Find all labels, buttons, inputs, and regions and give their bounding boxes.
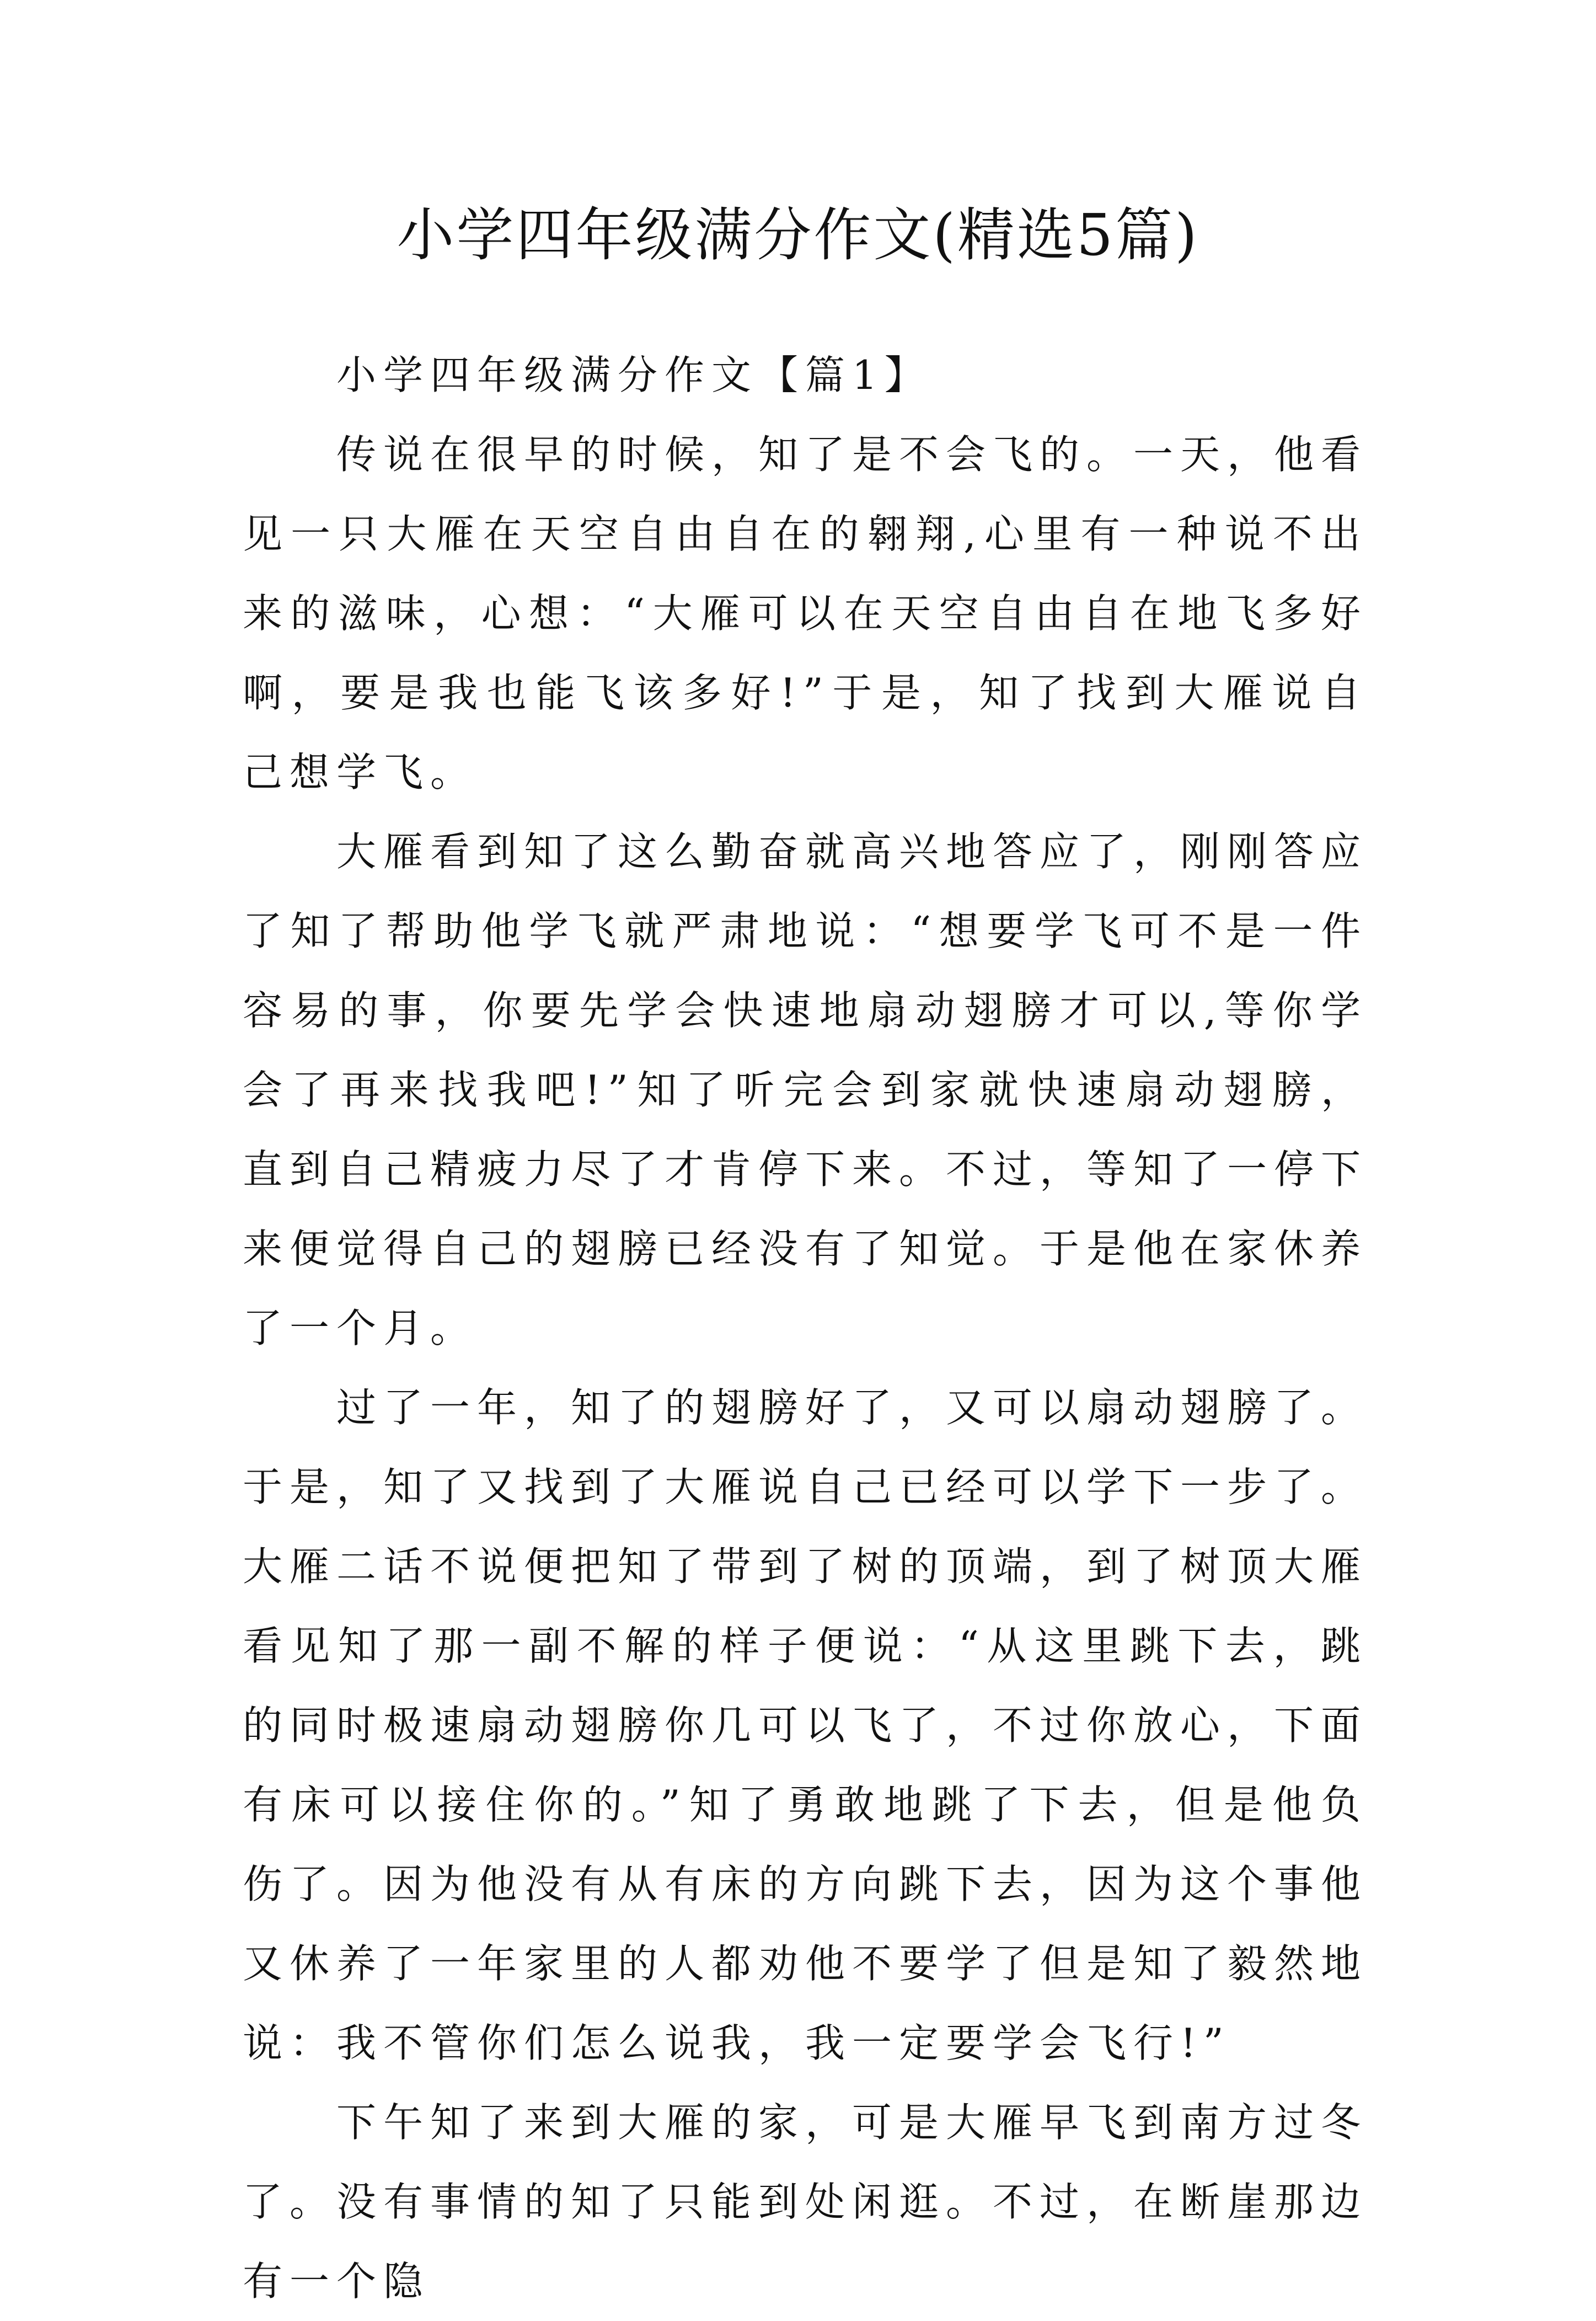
document-body [243,335,1368,2321]
paragraph-3: 过了一年，知了的翅膀好了，又可以扇动翅膀了。于是，知了又找到了大雁说自己已经可以学下一步了。大雁二话不说便把知了带到了树的顶端，到了树顶大雁看见知了那一副不解的样子便说：“从这里跳下去，跳的同时极速扇动翅膀你几可以飞了，不过你放心，下面有床可以接住你的。”知了勇敢地跳了下去，但是他负伤了。因为他没有从有床的方向跳下去，因为这个事他又休养了一年家里的人都劝他不要学了但是知了毅然地说：我不管你们怎么说我，我一定要学会飞行!” [243,1384,1368,2066]
paragraph-4: 下午知了来到大雁的家，可是大雁早飞到南方过冬了。没有事情的知了只能到处闲逛。不过，在断崖那边有一个隐 [243,2099,1368,2304]
document-title: 小学四年级满分作文(精选5篇) [397,201,1199,269]
section-heading: 小学四年级满分作文【篇1】 [336,352,931,398]
paragraph-2: 大雁看到知了这么勤奋就高兴地答应了，刚刚答应了知了帮助他学飞就严肃地说：“想要学飞可不是一件容易的事，你要先学会快速地扇动翅膀才可以,等你学会了再来找我吧!”知了听完会到家就快速扇动翅膀，直到自己精疲力尽了才肯停下来。不过，等知了一停下来便觉得自己的翅膀已经没有了知觉。于是他在家休养了一个月。 [243,828,1368,1351]
paragraph-1: 传说在很早的时候，知了是不会飞的。一天，他看见一只大雁在天空自由自在的翱翔,心里有一种说不出来的滋味，心想：“大雁可以在天空自由自在地飞多好啊，要是我也能飞该多好!”于是，知了找到大雁说自己想学飞。 [243,431,1368,795]
